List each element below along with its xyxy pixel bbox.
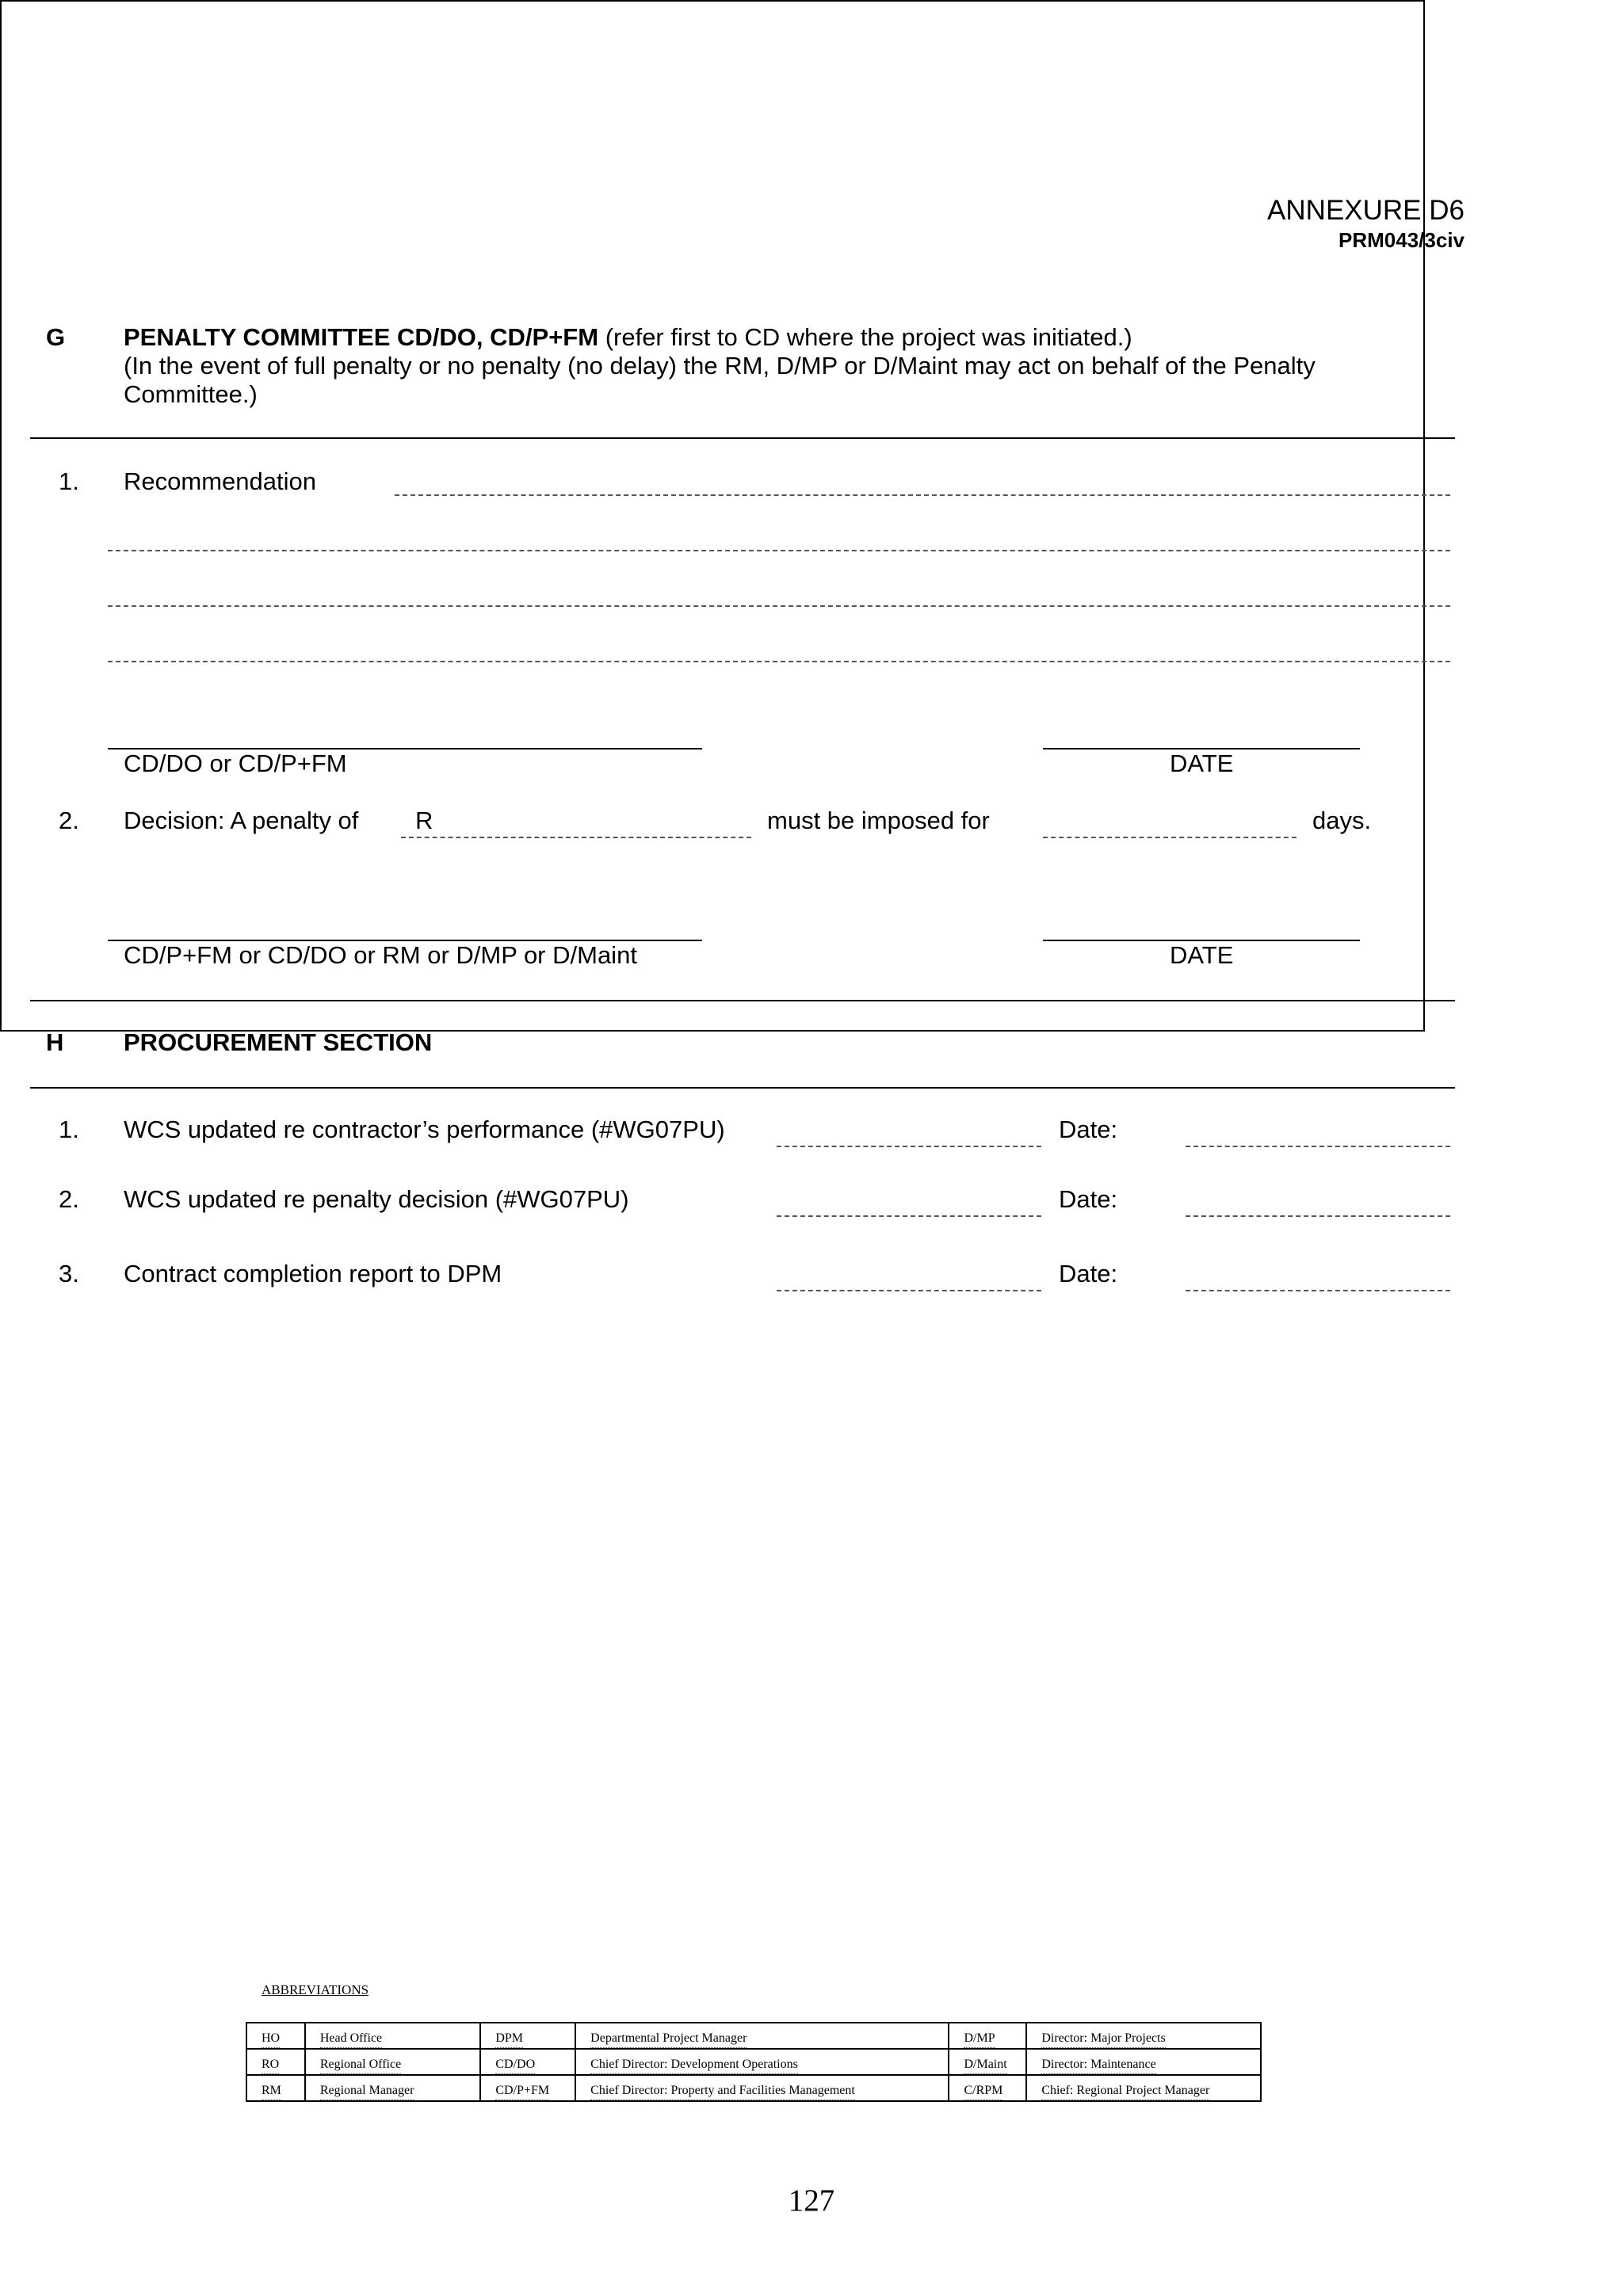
divider-g-header bbox=[30, 437, 1455, 439]
abbr-code: CD/DO bbox=[480, 2049, 575, 2075]
abbr-code: D/Maint bbox=[949, 2049, 1026, 2075]
procurement-item-number: 2. bbox=[59, 1185, 79, 1213]
abbr-meaning: Director: Maintenance bbox=[1026, 2049, 1261, 2075]
procurement-item-label: Contract completion report to DPM bbox=[124, 1260, 502, 1287]
item1-number: 1. bbox=[59, 467, 79, 495]
table-row bbox=[246, 2023, 1261, 2049]
procurement-item-number: 1. bbox=[59, 1116, 79, 1143]
procurement-item-label: WCS updated re contractor’s performance (#WG07PU) bbox=[124, 1116, 725, 1143]
recommendation-line-2[interactable] bbox=[108, 550, 1450, 551]
abbr-meaning: Regional Office bbox=[305, 2049, 481, 2075]
procurement-date-label: Date: bbox=[1059, 1185, 1118, 1213]
section-g-title-rest: (refer first to CD where the project was initiated.) bbox=[598, 323, 1132, 351]
procurement-item-label: WCS updated re penalty decision (#WG07PU) bbox=[124, 1185, 629, 1213]
procurement-date-label: Date: bbox=[1059, 1260, 1118, 1287]
page-number: 127 bbox=[788, 2183, 835, 2218]
abbr-code: RO bbox=[246, 2049, 305, 2075]
item2-number: 2. bbox=[59, 807, 79, 834]
section-g-title-bold: PENALTY COMMITTEE CD/DO, CD/P+FM bbox=[124, 323, 599, 351]
form-code: PRM043/3civ bbox=[1338, 228, 1465, 252]
abbr-code: C/RPM bbox=[949, 2075, 1026, 2101]
procurement-date-label: Date: bbox=[1059, 1116, 1118, 1143]
date-label-2: DATE bbox=[1170, 941, 1234, 969]
procurement-item-field[interactable] bbox=[777, 1146, 1041, 1147]
abbr-code: HO bbox=[246, 2023, 305, 2049]
abbr-code: RM bbox=[246, 2075, 305, 2101]
currency-symbol: R bbox=[415, 807, 433, 834]
procurement-item-field[interactable] bbox=[777, 1215, 1041, 1217]
decision-middle-text: must be imposed for bbox=[767, 807, 990, 834]
signature-label-1: CD/DO or CD/P+FM bbox=[124, 749, 347, 777]
signature-label-2: CD/P+FM or CD/DO or RM or D/MP or D/Maint bbox=[124, 941, 637, 969]
abbr-code: DPM bbox=[480, 2023, 575, 2049]
procurement-date-field[interactable] bbox=[1186, 1215, 1450, 1217]
recommendation-line-3[interactable] bbox=[108, 605, 1450, 607]
divider-section-h bbox=[30, 1000, 1455, 1001]
recommendation-line-4[interactable] bbox=[108, 661, 1450, 662]
procurement-date-field[interactable] bbox=[1186, 1290, 1450, 1291]
decision-label: Decision: A penalty of bbox=[124, 807, 359, 834]
section-g-note-line2: Committee.) bbox=[124, 380, 258, 408]
abbr-meaning: Regional Manager bbox=[305, 2075, 481, 2101]
penalty-amount-field[interactable] bbox=[401, 837, 751, 838]
section-h-letter: H bbox=[46, 1028, 64, 1056]
abbreviations-table bbox=[246, 2022, 1262, 2102]
section-g-title bbox=[124, 323, 1132, 352]
section-h-title: PROCUREMENT SECTION bbox=[124, 1028, 433, 1056]
form-box bbox=[0, 0, 1425, 1032]
divider-h-header bbox=[30, 1087, 1455, 1089]
decision-days-text: days. bbox=[1312, 807, 1372, 834]
abbr-meaning: Chief Director: Development Operations bbox=[575, 2049, 949, 2075]
annexure-label: ANNEXURE D6 bbox=[1267, 195, 1465, 226]
abbr-meaning: Director: Major Projects bbox=[1026, 2023, 1261, 2049]
date-label-1: DATE bbox=[1170, 749, 1234, 777]
abbreviations-title: ABBREVIATIONS bbox=[262, 1982, 369, 1997]
procurement-item-number: 3. bbox=[59, 1260, 79, 1287]
abbr-meaning: Chief Director: Property and Facilities Management bbox=[575, 2075, 949, 2101]
abbr-meaning: Departmental Project Manager bbox=[575, 2023, 949, 2049]
abbr-code: CD/P+FM bbox=[480, 2075, 575, 2101]
abbr-meaning: Head Office bbox=[305, 2023, 481, 2049]
procurement-item-field[interactable] bbox=[777, 1290, 1041, 1291]
recommendation-label: Recommendation bbox=[124, 467, 316, 495]
table-row bbox=[246, 2049, 1261, 2075]
abbr-meaning: Chief: Regional Project Manager bbox=[1026, 2075, 1261, 2101]
penalty-days-field[interactable] bbox=[1043, 837, 1296, 838]
procurement-date-field[interactable] bbox=[1186, 1146, 1450, 1147]
table-row bbox=[246, 2075, 1261, 2101]
section-g-note-line1: (In the event of full penalty or no penalty (no delay) the RM, D/MP or D/Maint may act on behalf of the Penalty bbox=[124, 352, 1316, 379]
abbr-code: D/MP bbox=[949, 2023, 1026, 2049]
section-g-letter: G bbox=[46, 323, 66, 351]
recommendation-line-1[interactable] bbox=[395, 494, 1450, 496]
